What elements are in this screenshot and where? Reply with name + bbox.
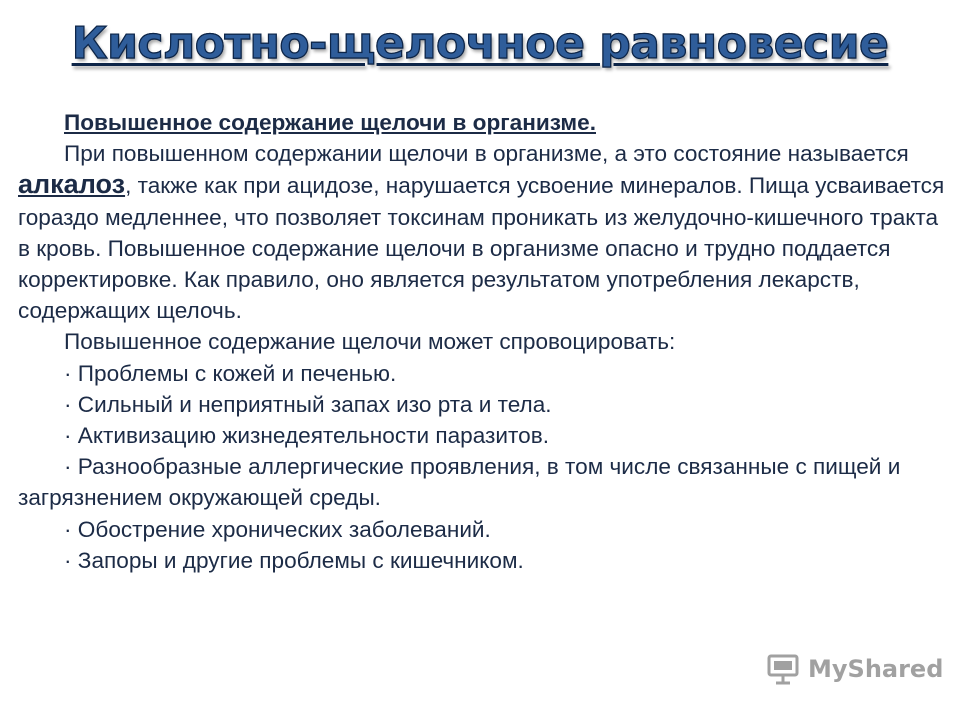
myshared-watermark	[766, 652, 943, 686]
intro-paragraph	[18, 138, 948, 326]
slide-title: Кислотно-щелочное равновесие	[71, 18, 889, 69]
list-item-odor: · Сильный и неприятный запах изо рта и тела.	[64, 391, 552, 417]
list-item-skin-liver: · Проблемы с кожей и печенью.	[64, 360, 397, 386]
section-heading: Повышенное содержание щелочи в организме.	[64, 110, 596, 135]
presentation-board-icon	[766, 652, 800, 686]
intro-text-start: При повышенном содержании щелочи в организме, а это состояние называется	[64, 141, 909, 167]
watermark-text: MyShared	[808, 655, 944, 683]
list-intro: Повышенное содержание щелочи может спровоцировать:	[64, 329, 676, 355]
slide-body	[18, 107, 948, 576]
list-item-constipation: · Запоры и другие проблемы с кишечником.	[64, 547, 524, 573]
list-item-chronic-diseases: · Обострение хронических заболеваний.	[64, 516, 491, 542]
alkalosis-term: алкалоз	[18, 169, 126, 200]
intro-text-end: , также как при ацидозе, нарушается усвоение минералов. Пища усваивается гораздо медленнее, что позволяет токсинам проникать из желудочно-кишечного тракта в кровь. Повышенное содержание щелочи в организме опасно и трудно поддается корректировке. Как правило, оно является результатом употребления лекарств, содержащих щелочь.	[18, 173, 945, 324]
list-item-allergies: · Разнообразные аллергические проявления, в том числе связанные с пищей и загрязнением окружающей среды.	[18, 454, 901, 511]
list-item-parasites: · Активизацию жизнедеятельности паразитов.	[64, 423, 549, 449]
